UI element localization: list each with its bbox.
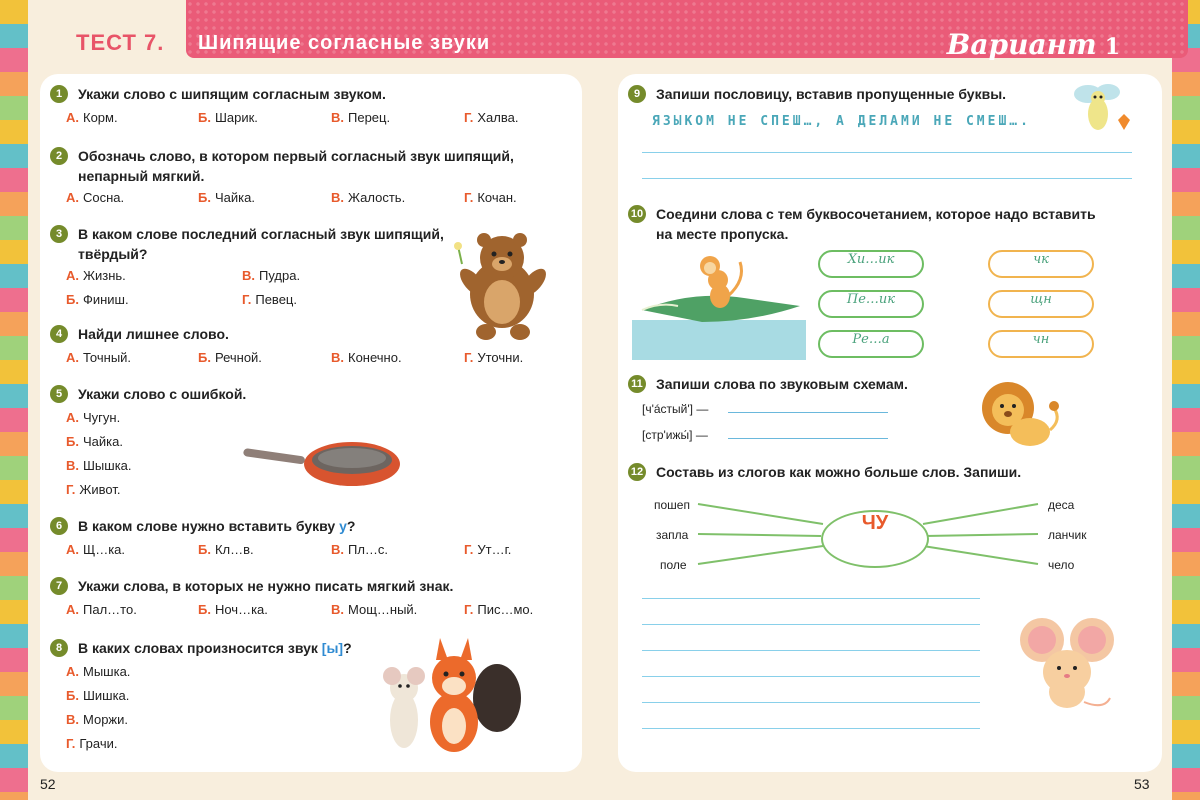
task-3: 3 В каком слове последний согласный звук шипящий, твёрдый? <box>50 224 444 264</box>
bee-illustration <box>1066 80 1140 144</box>
option[interactable]: Г. Живот. <box>66 482 121 497</box>
page-number-right: 53 <box>1134 776 1150 792</box>
option[interactable]: Б. Чайка. <box>66 434 123 449</box>
writing-line[interactable] <box>642 676 980 677</box>
sound-scheme: [ч'áстый'] — <box>642 402 709 416</box>
option[interactable]: А. Щ…ка. <box>66 542 126 557</box>
word-pill[interactable]: Пе…ик <box>818 290 924 318</box>
writing-line[interactable] <box>642 702 980 703</box>
combo-pill[interactable]: щн <box>988 290 1094 318</box>
option[interactable]: Г. Халва. <box>464 110 519 125</box>
task-question: Укажи слово с шипящим согласным звуком. <box>78 85 386 102</box>
page-title: Шипящие согласные звуки <box>198 32 491 54</box>
variant-word: Вариант <box>946 28 1097 61</box>
decorative-stripe-right <box>1172 0 1200 800</box>
option[interactable]: В. Перец. <box>331 110 391 125</box>
writing-line[interactable] <box>642 728 980 729</box>
lion-illustration <box>974 374 1066 456</box>
option[interactable]: Б. Шарик. <box>198 110 258 125</box>
option[interactable]: Б. Чайка. <box>198 190 255 205</box>
option[interactable]: Г. Пис…мо. <box>464 602 534 617</box>
option[interactable]: Б. Финиш. <box>66 292 129 307</box>
option[interactable]: Б. Ноч…ка. <box>198 602 268 617</box>
crocodile-and-monkey-illustration <box>632 244 806 360</box>
task-4: 4 Найди лишнее слово. <box>50 324 229 344</box>
option[interactable]: Г. Уточни. <box>464 350 524 365</box>
left-syllable: запла <box>656 528 689 542</box>
task-9: 9 Запиши пословицу, вставив пропущенные буквы. <box>628 84 1006 104</box>
option[interactable]: Б. Речной. <box>198 350 262 365</box>
mouse-illustration <box>1014 614 1120 714</box>
option[interactable]: Б. Шишка. <box>66 688 130 703</box>
highlight-sound: [ы] <box>321 639 344 656</box>
variant-number: 1 <box>1104 34 1120 60</box>
option[interactable]: Г. Кочан. <box>464 190 517 205</box>
task-5: 5 Укажи слово с ошибкой. <box>50 384 246 404</box>
option[interactable]: А. Мышка. <box>66 664 131 679</box>
writing-line[interactable] <box>642 624 980 625</box>
task-8: 8 В каких словах произносится звук [ы]? <box>50 638 352 658</box>
task-12: 12 Составь из слогов как можно больше слов. Запиши. <box>628 462 1021 482</box>
left-page-card <box>40 74 582 792</box>
task-11: 11 Запиши слова по звуковым схемам. <box>628 374 908 394</box>
decorative-stripe-left <box>0 0 28 800</box>
option[interactable]: В. Пудра. <box>242 268 301 283</box>
page-header <box>28 0 1172 68</box>
answer-line[interactable] <box>728 438 888 439</box>
option[interactable]: А. Корм. <box>66 110 118 125</box>
option[interactable]: А. Пал…то. <box>66 602 137 617</box>
option[interactable]: А. Точный. <box>66 350 132 365</box>
writing-line[interactable] <box>642 598 980 599</box>
option[interactable]: В. Конечно. <box>331 350 402 365</box>
frying-pan-illustration <box>242 434 402 496</box>
option[interactable]: В. Жалость. <box>331 190 406 205</box>
task-number: 1 <box>50 85 68 103</box>
task-2: 2 Обозначь слово, в котором первый согласный звук шипящий, непарный мягкий. <box>50 146 514 186</box>
option[interactable]: В. Шышка. <box>66 458 132 473</box>
task-7: 7 Укажи слова, в которых не нужно писать мягкий знак. <box>50 576 453 596</box>
bear-illustration <box>452 224 552 344</box>
option[interactable]: В. Мощ…ный. <box>331 602 418 617</box>
right-syllable: ланчик <box>1048 528 1087 542</box>
test-label: ТЕСТ 7. <box>76 30 165 55</box>
answer-line[interactable] <box>728 412 888 413</box>
right-page-card <box>618 74 1162 792</box>
highlight-letter: у <box>339 517 347 534</box>
right-syllable: чело <box>1048 558 1075 572</box>
task-6: 6 В каком слове нужно вставить букву у? <box>50 516 355 536</box>
left-syllable: пошеп <box>654 498 690 512</box>
option[interactable]: А. Жизнь. <box>66 268 126 283</box>
option[interactable]: В. Пл…с. <box>331 542 389 557</box>
option[interactable]: Г. Грачи. <box>66 736 118 751</box>
option[interactable]: Б. Кл…в. <box>198 542 254 557</box>
task-10: 10 Соедини слова с тем буквосочетанием, которое надо вставить на месте пропуска. <box>628 204 1096 244</box>
word-pill[interactable]: Ре…а <box>818 330 924 358</box>
option[interactable]: А. Чугун. <box>66 410 121 425</box>
proverb-text: ЯЗЫКОМ НЕ СПЕШ…, А ДЕЛАМИ НЕ СМЕШ…. <box>652 114 1031 129</box>
combo-pill[interactable]: чк <box>988 250 1094 278</box>
writing-line[interactable] <box>642 178 1132 179</box>
right-syllable: деса <box>1048 498 1075 512</box>
writing-line[interactable] <box>642 650 980 651</box>
option[interactable]: Г. Певец. <box>242 292 297 307</box>
option[interactable]: А. Сосна. <box>66 190 125 205</box>
left-syllable: поле <box>660 558 687 572</box>
sound-scheme: [стр'ижы́] — <box>642 428 708 442</box>
option[interactable]: Г. Ут…г. <box>464 542 512 557</box>
variant-label <box>947 28 1120 61</box>
task-1 <box>50 84 386 104</box>
writing-line[interactable] <box>642 152 1132 153</box>
word-pill[interactable]: Хи…ик <box>818 250 924 278</box>
page-number-left: 52 <box>40 776 56 792</box>
combo-pill[interactable]: чн <box>988 330 1094 358</box>
center-syllable: ЧУ <box>821 510 929 568</box>
option[interactable]: В. Моржи. <box>66 712 129 727</box>
mouse-and-squirrel-illustration <box>382 630 524 754</box>
